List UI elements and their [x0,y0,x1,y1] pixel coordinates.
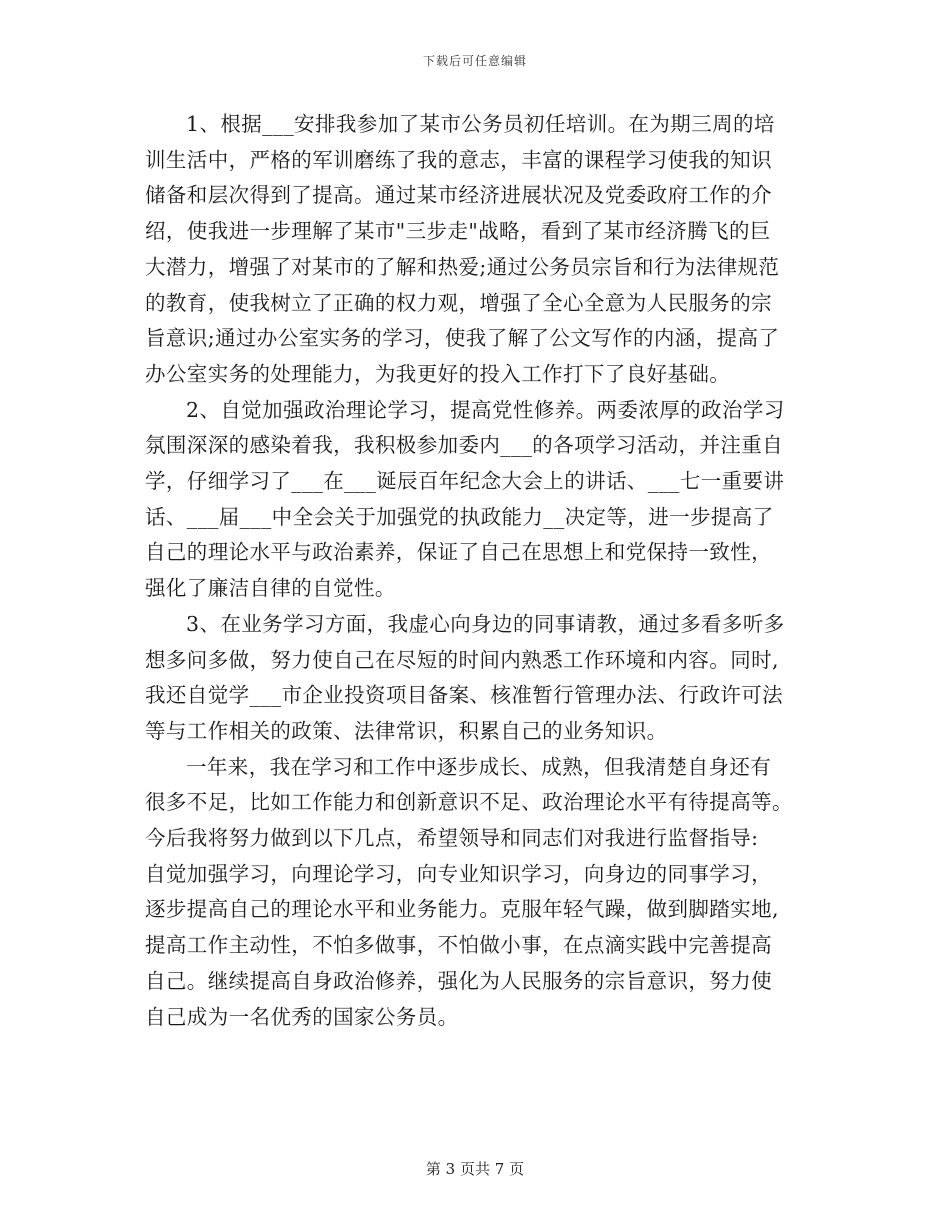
paragraph-line: 逐步提高自己的理论水平和业务能力。克服年轻气躁，做到脚踏实地, [145,897,779,922]
paragraph-line: 自己。继续提高自身政治修养，强化为人民服务的宗旨意识，努力使 [145,968,772,993]
paragraph-line: 训生活中，严格的军训磨练了我的意志，丰富的课程学习使我的知识 [145,147,772,172]
paragraph-line: 学，仔细学习了___在___诞辰百年纪念大会上的讲话、___七一重要讲 [145,469,785,494]
paragraph-4 [145,750,805,1036]
paragraph-line: 氛围深深的感染着我，我积极参加委内___的各项学习活动，并注重自 [145,433,784,458]
paragraph-2 [145,393,805,607]
paragraph-line: 自己的理论水平与政治素养，保证了自己在思想上和党保持一致性， [145,540,772,565]
paragraph-line: 自己成为一名优秀的国家公务员。 [145,1004,459,1029]
paragraph-1 [145,107,805,393]
paragraph-line: 今后我将努力做到以下几点，希望领导和同志们对我进行监督指导: [145,826,759,851]
paragraph-line: 自觉加强学习，向理论学习，向专业知识学习，向身边的同事学习， [145,861,772,886]
paragraph-line: 1、根据___安排我参加了某市公务员初任培训。在为期三周的培 [186,112,775,136]
paragraph-line: 绍，使我进一步理解了某市"三步走"战略，看到了某市经济腾飞的巨 [145,219,771,244]
paragraph-line: 一年来，我在学习和工作中逐步成长、成熟，但我清楚自身还有 [186,754,772,779]
document-body [145,107,805,1035]
paragraph-line: 储备和层次得到了提高。通过某市经济进展状况及党委政府工作的介 [145,183,772,208]
paragraph-3 [145,607,805,750]
paragraph-line: 办公室实务的处理能力，为我更好的投入工作打下了良好基础。 [145,361,731,386]
paragraph-line: 提高工作主动性，不怕多做事，不怕做小事，在点滴实践中完善提高 [145,933,772,958]
paragraph-line: 我还自觉学___市企业投资项目备案、核准暂行管理办法、行政许可法 [145,683,784,708]
paragraph-line: 话、___届___中全会关于加强党的执政能力__决定等，进一步提高了 [145,504,774,529]
paragraph-line: 旨意识;通过办公室实务的学习，使我了解了公文写作的内涵，提高了 [145,326,780,351]
paragraph-line: 等与工作相关的政策、法律常识，积累自己的业务知识。 [145,718,668,743]
paragraph-line: 2、自觉加强政治理论学习，提高党性修养。两委浓厚的政治学习 [186,397,785,422]
paragraph-line: 强化了廉洁自律的自觉性。 [145,576,396,601]
paragraph-line: 很多不足，比如工作能力和创新意识不足、政治理论水平有待提高等。 [145,790,793,815]
paragraph-line: 的教育，使我树立了正确的权力观，增强了全心全意为人民服务的宗 [145,290,772,315]
page-number: 第 3 页共 7 页 [425,1160,525,1178]
page-header-note: 下载后可任意编辑 [422,54,527,68]
paragraph-line: 想多问多做，努力使自己在尽短的时间内熟悉工作环境和内容。同时, [145,647,779,672]
paragraph-line: 大潜力，增强了对某市的了解和热爱;通过公务员宗旨和行为法律规范 [145,254,780,279]
paragraph-line: 3、在业务学习方面，我虚心向身边的同事请教，通过多看多听多 [186,611,785,636]
